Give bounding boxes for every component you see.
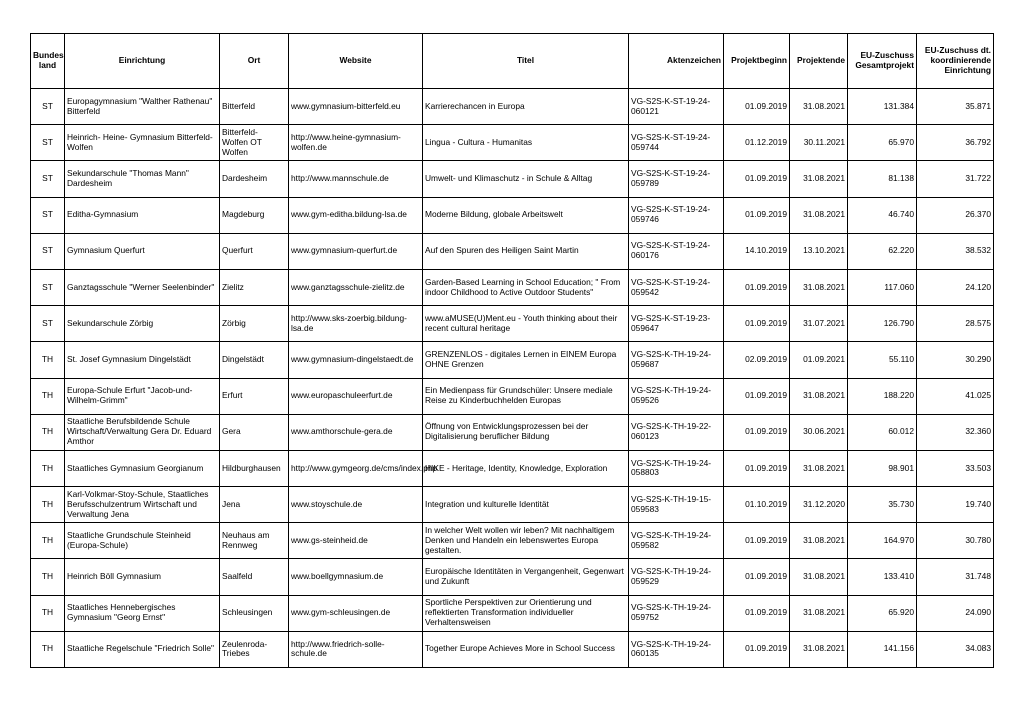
- cell-projektende: 30.06.2021: [790, 414, 848, 450]
- cell-ort: Bitterfeld: [220, 89, 289, 125]
- cell-eu-zuschuss-koord: 24.090: [917, 595, 994, 631]
- cell-website: www.europaschuleerfurt.de: [289, 378, 423, 414]
- table-row: [31, 306, 994, 342]
- cell-projektbeginn: 01.09.2019: [724, 269, 790, 305]
- col-header-eu-zuschuss-gesamt: EU-Zuschuss Gesamtprojekt: [848, 34, 917, 89]
- cell-bundesland: ST: [31, 125, 65, 161]
- table-row: [31, 487, 994, 523]
- cell-einrichtung: Gymnasium Querfurt: [65, 233, 220, 269]
- cell-aktenzeichen: VG-S2S-K-ST-19-24-059744: [629, 125, 724, 161]
- cell-aktenzeichen: VG-S2S-K-TH-19-24-059582: [629, 523, 724, 559]
- cell-einrichtung: Heinrich- Heine- Gymnasium Bitterfeld- Wolfen: [65, 125, 220, 161]
- cell-eu-zuschuss-koord: 28.575: [917, 306, 994, 342]
- cell-website: http://www.gymgeorg.de/cms/index.php: [289, 450, 423, 486]
- cell-projektende: 31.08.2021: [790, 450, 848, 486]
- cell-website: http://www.sks-zoerbig.bildung-lsa.de: [289, 306, 423, 342]
- cell-einrichtung: Staatliches Gymnasium Georgianum: [65, 450, 220, 486]
- table-row: [31, 414, 994, 450]
- cell-projektende: 31.08.2021: [790, 631, 848, 667]
- cell-eu-zuschuss-koord: 31.748: [917, 559, 994, 595]
- cell-ort: Magdeburg: [220, 197, 289, 233]
- cell-einrichtung: Sekundarschule "Thomas Mann" Dardesheim: [65, 161, 220, 197]
- cell-projektbeginn: 01.09.2019: [724, 161, 790, 197]
- cell-eu-zuschuss-gesamt: 164.970: [848, 523, 917, 559]
- cell-eu-zuschuss-koord: 34.083: [917, 631, 994, 667]
- cell-einrichtung: St. Josef Gymnasium Dingelstädt: [65, 342, 220, 378]
- cell-projektbeginn: 01.09.2019: [724, 595, 790, 631]
- cell-ort: Dingelstädt: [220, 342, 289, 378]
- table-body: [31, 89, 994, 668]
- cell-website: www.gs-steinheid.de: [289, 523, 423, 559]
- cell-ort: Saalfeld: [220, 559, 289, 595]
- cell-titel: Together Europe Achieves More in School Success: [423, 631, 629, 667]
- cell-bundesland: TH: [31, 559, 65, 595]
- cell-website: www.amthorschule-gera.de: [289, 414, 423, 450]
- cell-aktenzeichen: VG-S2S-K-ST-19-24-060121: [629, 89, 724, 125]
- cell-ort: Zielitz: [220, 269, 289, 305]
- cell-projektbeginn: 01.09.2019: [724, 450, 790, 486]
- cell-eu-zuschuss-gesamt: 126.790: [848, 306, 917, 342]
- cell-projektbeginn: 02.09.2019: [724, 342, 790, 378]
- cell-projektbeginn: 01.09.2019: [724, 414, 790, 450]
- cell-eu-zuschuss-koord: 33.503: [917, 450, 994, 486]
- table-row: [31, 595, 994, 631]
- cell-einrichtung: Staatliche Grundschule Steinheid (Europa-Schule): [65, 523, 220, 559]
- table-row: [31, 233, 994, 269]
- table-row: [31, 523, 994, 559]
- cell-projektende: 31.08.2021: [790, 269, 848, 305]
- cell-website: www.ganztagsschule-zielitz.de: [289, 269, 423, 305]
- cell-projektbeginn: 14.10.2019: [724, 233, 790, 269]
- col-header-einrichtung: Einrichtung: [65, 34, 220, 89]
- cell-ort: Dardesheim: [220, 161, 289, 197]
- cell-projektende: 13.10.2021: [790, 233, 848, 269]
- cell-einrichtung: Heinrich Böll Gymnasium: [65, 559, 220, 595]
- cell-titel: HIKE - Heritage, Identity, Knowledge, Exploration: [423, 450, 629, 486]
- cell-eu-zuschuss-koord: 35.871: [917, 89, 994, 125]
- col-header-eu-zuschuss-koord: EU-Zuschuss dt. koordinierende Einrichtung: [917, 34, 994, 89]
- cell-titel: GRENZENLOS - digitales Lernen in EINEM Europa OHNE Grenzen: [423, 342, 629, 378]
- cell-bundesland: TH: [31, 487, 65, 523]
- cell-ort: Bitterfeld- Wolfen OT Wolfen: [220, 125, 289, 161]
- cell-eu-zuschuss-koord: 32.360: [917, 414, 994, 450]
- cell-aktenzeichen: VG-S2S-K-ST-19-24-059542: [629, 269, 724, 305]
- cell-eu-zuschuss-koord: 26.370: [917, 197, 994, 233]
- cell-titel: Umwelt- und Klimaschutz - in Schule & Alltag: [423, 161, 629, 197]
- cell-eu-zuschuss-gesamt: 133.410: [848, 559, 917, 595]
- cell-ort: Jena: [220, 487, 289, 523]
- cell-eu-zuschuss-koord: 24.120: [917, 269, 994, 305]
- cell-projektbeginn: 01.12.2019: [724, 125, 790, 161]
- cell-projektende: 31.08.2021: [790, 161, 848, 197]
- cell-titel: Ein Medienpass für Grundschüler: Unsere mediale Reise zu Kinderbuchhelden Europas: [423, 378, 629, 414]
- cell-bundesland: TH: [31, 523, 65, 559]
- table-row: [31, 125, 994, 161]
- cell-ort: Gera: [220, 414, 289, 450]
- cell-aktenzeichen: VG-S2S-K-TH-19-24-059752: [629, 595, 724, 631]
- projects-table: [30, 33, 994, 668]
- cell-projektbeginn: 01.09.2019: [724, 89, 790, 125]
- cell-eu-zuschuss-koord: 38.532: [917, 233, 994, 269]
- cell-aktenzeichen: VG-S2S-K-ST-19-23-059647: [629, 306, 724, 342]
- cell-eu-zuschuss-gesamt: 65.920: [848, 595, 917, 631]
- cell-eu-zuschuss-gesamt: 131.384: [848, 89, 917, 125]
- cell-einrichtung: Staatliche Regelschule "Friedrich Solle": [65, 631, 220, 667]
- table-row: [31, 342, 994, 378]
- table-row: [31, 631, 994, 667]
- cell-eu-zuschuss-koord: 30.290: [917, 342, 994, 378]
- cell-projektende: 01.09.2021: [790, 342, 848, 378]
- cell-eu-zuschuss-koord: 19.740: [917, 487, 994, 523]
- cell-aktenzeichen: VG-S2S-K-TH-19-24-059526: [629, 378, 724, 414]
- cell-projektbeginn: 01.09.2019: [724, 378, 790, 414]
- table-row: [31, 450, 994, 486]
- cell-website: www.stoyschule.de: [289, 487, 423, 523]
- cell-bundesland: TH: [31, 631, 65, 667]
- cell-bundesland: ST: [31, 306, 65, 342]
- cell-bundesland: TH: [31, 414, 65, 450]
- cell-website: www.boellgymnasium.de: [289, 559, 423, 595]
- cell-aktenzeichen: VG-S2S-K-TH-19-24-059529: [629, 559, 724, 595]
- cell-eu-zuschuss-gesamt: 46.740: [848, 197, 917, 233]
- cell-bundesland: ST: [31, 233, 65, 269]
- cell-titel: Garden-Based Learning in School Education; " From indoor Childhood to Active Outdoor Students": [423, 269, 629, 305]
- cell-website: www.gymnasium-dingelstaedt.de: [289, 342, 423, 378]
- cell-projektbeginn: 01.09.2019: [724, 523, 790, 559]
- header-row: [31, 34, 994, 89]
- cell-projektende: 31.08.2021: [790, 523, 848, 559]
- cell-bundesland: ST: [31, 89, 65, 125]
- cell-projektende: 31.08.2021: [790, 378, 848, 414]
- cell-ort: Erfurt: [220, 378, 289, 414]
- col-header-website: Website: [289, 34, 423, 89]
- cell-projektbeginn: 01.09.2019: [724, 197, 790, 233]
- cell-einrichtung: Karl-Volkmar-Stoy-Schule, Staatliches Berufsschulzentrum Wirtschaft und Verwaltung Jena: [65, 487, 220, 523]
- cell-ort: Neuhaus am Rennweg: [220, 523, 289, 559]
- cell-website: www.gym-editha.bildung-lsa.de: [289, 197, 423, 233]
- cell-ort: Schleusingen: [220, 595, 289, 631]
- cell-einrichtung: Staatliches Hennebergisches Gymnasium "Georg Ernst": [65, 595, 220, 631]
- cell-titel: Moderne Bildung, globale Arbeitswelt: [423, 197, 629, 233]
- cell-titel: Integration und kulturelle Identität: [423, 487, 629, 523]
- cell-bundesland: ST: [31, 161, 65, 197]
- cell-aktenzeichen: VG-S2S-K-ST-19-24-059789: [629, 161, 724, 197]
- cell-titel: Öffnung von Entwicklungsprozessen bei der Digitalisierung beruflicher Bildung: [423, 414, 629, 450]
- cell-projektende: 31.12.2020: [790, 487, 848, 523]
- cell-aktenzeichen: VG-S2S-K-TH-19-22-060123: [629, 414, 724, 450]
- cell-eu-zuschuss-gesamt: 65.970: [848, 125, 917, 161]
- cell-eu-zuschuss-gesamt: 55.110: [848, 342, 917, 378]
- cell-ort: Zeulenroda-Triebes: [220, 631, 289, 667]
- cell-einrichtung: Editha-Gymnasium: [65, 197, 220, 233]
- cell-projektende: 31.08.2021: [790, 89, 848, 125]
- col-header-ort: Ort: [220, 34, 289, 89]
- table-row: [31, 89, 994, 125]
- cell-website: http://www.friedrich-solle-schule.de: [289, 631, 423, 667]
- cell-projektende: 30.11.2021: [790, 125, 848, 161]
- cell-aktenzeichen: VG-S2S-K-TH-19-24-060135: [629, 631, 724, 667]
- cell-projektbeginn: 01.10.2019: [724, 487, 790, 523]
- col-header-bundesland: Bundes land: [31, 34, 65, 89]
- table-row: [31, 197, 994, 233]
- cell-aktenzeichen: VG-S2S-K-ST-19-24-060176: [629, 233, 724, 269]
- col-header-projektende: Projektende: [790, 34, 848, 89]
- cell-titel: Auf den Spuren des Heiligen Saint Martin: [423, 233, 629, 269]
- cell-projektende: 31.07.2021: [790, 306, 848, 342]
- cell-eu-zuschuss-gesamt: 35.730: [848, 487, 917, 523]
- cell-titel: Karrierechancen in Europa: [423, 89, 629, 125]
- cell-einrichtung: Europagymnasium "Walther Rathenau" Bitterfeld: [65, 89, 220, 125]
- table-row: [31, 559, 994, 595]
- table-row: [31, 161, 994, 197]
- cell-einrichtung: Europa-Schule Erfurt "Jacob-und-Wilhelm-Grimm": [65, 378, 220, 414]
- cell-bundesland: ST: [31, 269, 65, 305]
- table-row: [31, 378, 994, 414]
- cell-titel: In welcher Welt wollen wir leben? Mit nachhaltigem Denken und Handeln ein lebenswertes Europa gestalten.: [423, 523, 629, 559]
- cell-website: www.gym-schleusingen.de: [289, 595, 423, 631]
- cell-bundesland: TH: [31, 342, 65, 378]
- cell-aktenzeichen: VG-S2S-K-ST-19-24-059746: [629, 197, 724, 233]
- cell-website: www.gymnasium-bitterfeld.eu: [289, 89, 423, 125]
- col-header-aktenzeichen: Aktenzeichen: [629, 34, 724, 89]
- cell-eu-zuschuss-gesamt: 62.220: [848, 233, 917, 269]
- cell-titel: www.aMUSE(U)Ment.eu - Youth thinking about their recent cultural heritage: [423, 306, 629, 342]
- cell-eu-zuschuss-koord: 31.722: [917, 161, 994, 197]
- cell-einrichtung: Sekundarschule Zörbig: [65, 306, 220, 342]
- cell-bundesland: TH: [31, 378, 65, 414]
- cell-eu-zuschuss-gesamt: 98.901: [848, 450, 917, 486]
- cell-aktenzeichen: VG-S2S-K-TH-19-24-058803: [629, 450, 724, 486]
- cell-website: http://www.heine-gymnasium-wolfen.de: [289, 125, 423, 161]
- cell-ort: Querfurt: [220, 233, 289, 269]
- cell-website: www.gymnasium-querfurt.de: [289, 233, 423, 269]
- cell-einrichtung: Staatliche Berufsbildende Schule Wirtschaft/Verwaltung Gera Dr. Eduard Amthor: [65, 414, 220, 450]
- cell-eu-zuschuss-gesamt: 188.220: [848, 378, 917, 414]
- cell-projektende: 31.08.2021: [790, 595, 848, 631]
- cell-eu-zuschuss-koord: 30.780: [917, 523, 994, 559]
- cell-aktenzeichen: VG-S2S-K-TH-19-15-059583: [629, 487, 724, 523]
- cell-bundesland: ST: [31, 197, 65, 233]
- cell-projektende: 31.08.2021: [790, 559, 848, 595]
- col-header-titel: Titel: [423, 34, 629, 89]
- cell-bundesland: TH: [31, 595, 65, 631]
- cell-eu-zuschuss-gesamt: 141.156: [848, 631, 917, 667]
- cell-ort: Hildburghausen: [220, 450, 289, 486]
- cell-titel: Sportliche Perspektiven zur Orientierung und reflektierten Transformation individueller Verhaltensweisen: [423, 595, 629, 631]
- cell-website: http://www.mannschule.de: [289, 161, 423, 197]
- cell-eu-zuschuss-gesamt: 81.138: [848, 161, 917, 197]
- cell-titel: Lingua - Cultura - Humanitas: [423, 125, 629, 161]
- cell-eu-zuschuss-gesamt: 117.060: [848, 269, 917, 305]
- cell-bundesland: TH: [31, 450, 65, 486]
- cell-projektbeginn: 01.09.2019: [724, 559, 790, 595]
- cell-eu-zuschuss-koord: 36.792: [917, 125, 994, 161]
- cell-projektbeginn: 01.09.2019: [724, 306, 790, 342]
- cell-titel: Europäische Identitäten in Vergangenheit, Gegenwart und Zukunft: [423, 559, 629, 595]
- col-header-projektbeginn: Projektbeginn: [724, 34, 790, 89]
- cell-ort: Zörbig: [220, 306, 289, 342]
- cell-aktenzeichen: VG-S2S-K-TH-19-24-059687: [629, 342, 724, 378]
- cell-projektbeginn: 01.09.2019: [724, 631, 790, 667]
- cell-eu-zuschuss-koord: 41.025: [917, 378, 994, 414]
- cell-eu-zuschuss-gesamt: 60.012: [848, 414, 917, 450]
- cell-einrichtung: Ganztagsschule "Werner Seelenbinder": [65, 269, 220, 305]
- table-row: [31, 269, 994, 305]
- cell-projektende: 31.08.2021: [790, 197, 848, 233]
